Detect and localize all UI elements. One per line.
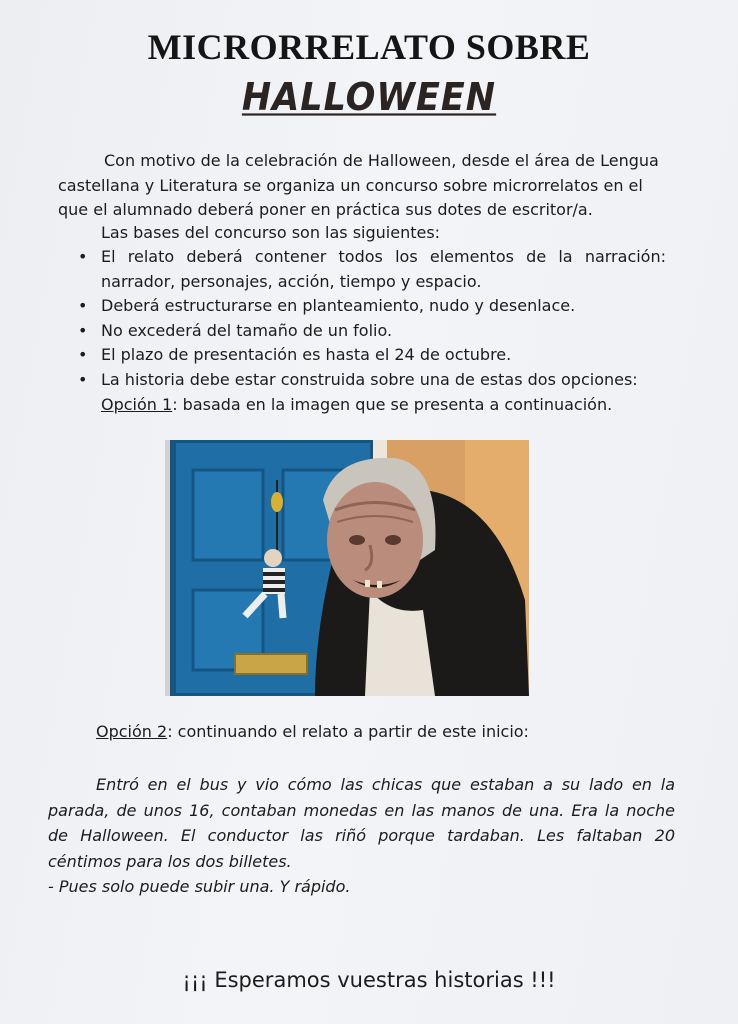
intro-line: que el alumnado deberá poner en práctica sus dotes de escritor/a. xyxy=(58,200,593,219)
rule-item xyxy=(76,245,676,270)
closing-message: ¡¡¡ Esperamos vuestras historias !!! xyxy=(182,968,556,992)
rule-item xyxy=(76,319,676,344)
rule-item-continuation xyxy=(76,270,676,295)
halloween-mask-photo xyxy=(165,440,529,696)
bases-intro: Las bases del concurso son las siguientes: xyxy=(101,223,441,242)
story-line: céntimos para los dos billetes. xyxy=(48,851,292,871)
story-line: Entró en el bus y vio cómo las chicas que estaban a su lado en la xyxy=(96,775,675,794)
photo-illustration xyxy=(165,440,529,696)
rule-text: • El relato deberá contener todos los elementos de la narración: xyxy=(101,247,666,266)
story-line: - Pues solo puede subir una. Y rápido. xyxy=(48,877,351,896)
story-line: de Halloween. El conductor las riñó porque tardaban. Les faltaban 20 xyxy=(48,826,675,845)
story-line: parada, de unos 16, contaban monedas en las manos de una. Era la noche xyxy=(48,800,675,820)
rule-text: Deberá estructurarse en planteamiento, nudo y desenlace. xyxy=(101,296,576,315)
option2-label: Opción 2 xyxy=(96,722,168,741)
option1-label: Opción 1 xyxy=(101,395,173,414)
rules-list xyxy=(76,245,676,392)
story-beginning xyxy=(48,772,675,900)
rule-text: narrador, personajes, acción, tiempo y espacio. xyxy=(101,271,482,291)
intro-line: Con motivo de la celebración de Halloween, desde el área de Lengua xyxy=(104,151,659,170)
rule-item xyxy=(76,343,676,368)
rule-item xyxy=(76,294,676,319)
option2 xyxy=(96,720,529,745)
option1 xyxy=(101,393,612,418)
rule-text: El plazo de presentación es hasta el 24 de octubre. xyxy=(101,345,512,364)
intro-paragraph xyxy=(58,149,678,223)
option1-text: : basada en la imagen que se presenta a continuación. xyxy=(172,395,613,414)
rule-text: La historia debe estar construida sobre una de estas dos opciones: xyxy=(101,369,638,389)
option2-text: : continuando el relato a partir de este inicio: xyxy=(167,722,529,741)
title-halloween: HALLOWEEN xyxy=(241,76,497,120)
rule-text: No excederá del tamaño de un folio. xyxy=(101,320,393,340)
intro-line: castellana y Literatura se organiza un concurso sobre microrrelatos en el xyxy=(58,175,643,195)
title-line1: MICRORRELATO SOBRE xyxy=(147,27,591,67)
rule-item xyxy=(76,368,676,393)
